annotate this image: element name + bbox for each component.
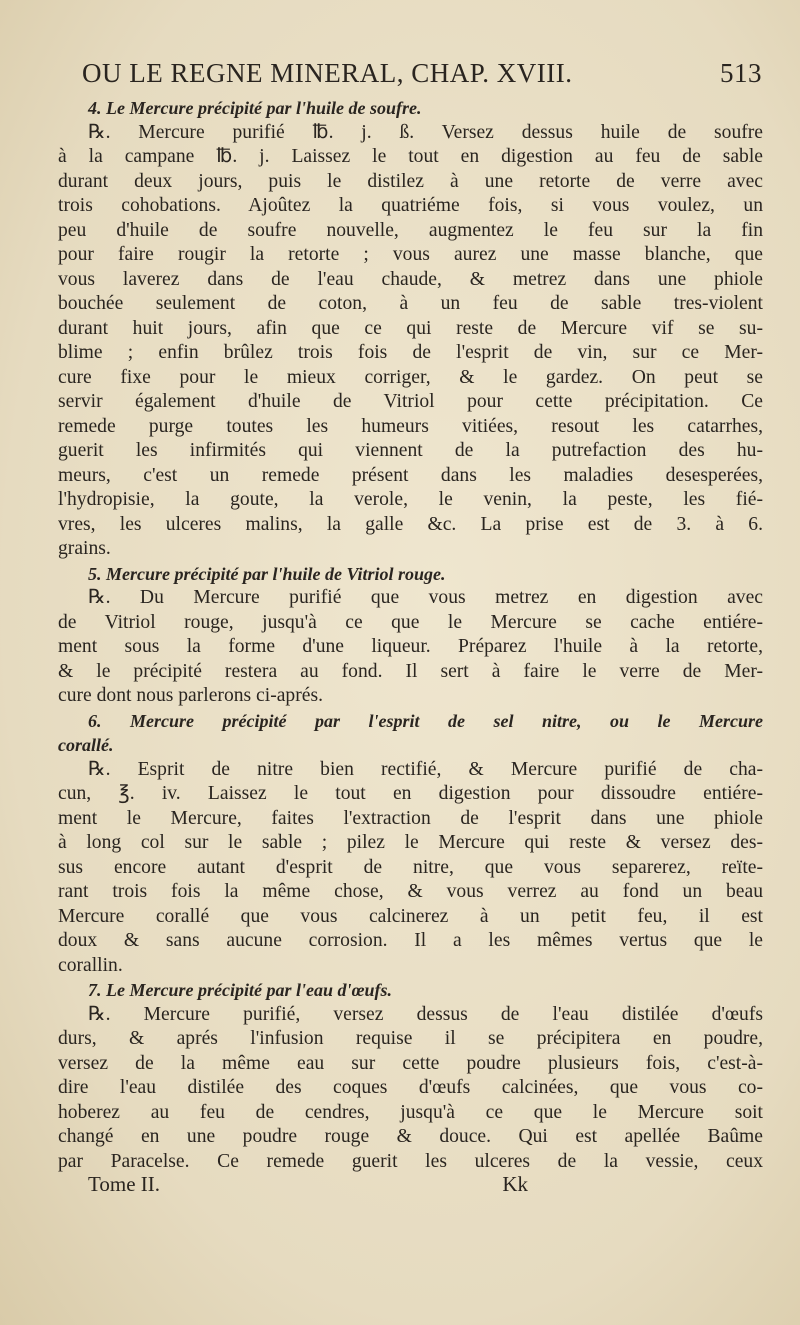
text-line: par Paracelse. Ce remede guerit les ulceres de la vessie, ceux: [58, 1150, 763, 1172]
volume-label: Tome II.: [88, 1172, 161, 1196]
text-line: vres, les ulceres malins, la galle &c. La prise est de 3. à 6.: [58, 513, 763, 535]
text-line: bouchée seulement de coton, à un feu de sable tres-violent: [58, 293, 763, 314]
running-title: OU LE REGNE MINERAL, CHAP. XVIII.: [82, 58, 573, 88]
running-header: [82, 58, 762, 98]
text-line: ℞. Mercure purifié ℔. j. ß. Versez dessus huile de soufre: [88, 121, 763, 143]
text-line: ℞. Esprit de nitre bien rectifié, & Mercure purifié de cha-: [88, 758, 763, 780]
text-line: dire l'eau distilée des coques d'œufs calcinées, que vous co-: [58, 1077, 763, 1098]
text-line: blime ; enfin brûlez trois fois de l'esprit de vin, sur ce Mer-: [58, 342, 763, 363]
text-line: versez de la même eau sur cette poudre plusieurs fois, c'est-à-: [58, 1052, 763, 1074]
text-line: vous laverez dans de l'eau chaude, & metrez dans une phiole: [58, 268, 763, 290]
text-line: 7. Le Mercure précipité par l'eau d'œufs.: [88, 980, 392, 1000]
text-line: & le précipité restera au fond. Il sert à faire le verre de Mer-: [58, 660, 763, 682]
text-line: grains.: [58, 538, 111, 559]
text-line: l'hydropisie, la goute, la verole, le venin, la peste, les fié-: [58, 489, 763, 510]
text-line: cure dont nous parlerons ci-aprés.: [58, 685, 323, 706]
text-line: cure fixe pour le mieux corriger, & le gardez. On peut se: [58, 366, 763, 388]
page-number: 513: [720, 58, 762, 88]
text-line: ment le Mercure, faites l'extraction de l'esprit dans une phiole: [58, 807, 763, 829]
text-line: remede purge toutes les humeurs vitiées, resout les catarrhes,: [58, 415, 763, 437]
text-line: 5. Mercure précipité par l'huile de Vitriol rouge.: [88, 563, 446, 584]
text-line: de Vitriol rouge, jusqu'à ce que le Mercure se cache entiére-: [58, 611, 763, 633]
text-line: ℞. Du Mercure purifié que vous metrez en digestion avec: [88, 587, 763, 608]
text-line: durs, & aprés l'infusion requise il se précipitera en poudre,: [58, 1028, 763, 1049]
text-line: durant deux jours, puis le distilez à une retorte de verre avec: [58, 170, 763, 192]
text-line: ℞. Mercure purifié, versez dessus de l'eau distilée d'œufs: [88, 1003, 763, 1025]
text-line: meurs, c'est un remede présent dans les maladies desesperées,: [58, 464, 763, 486]
text-line: changé en une poudre rouge & douce. Qui est apellée Baûme: [58, 1126, 763, 1147]
text-line: corallin.: [58, 954, 123, 976]
signature-mark: Kk: [502, 1172, 528, 1196]
text-line: sus encore autant d'esprit de nitre, que vous separerez, reïte-: [58, 856, 763, 878]
text-line: rant trois fois la même chose, & vous verrez au fond un beau: [58, 881, 763, 902]
text-line: pour faire rougir la retorte ; vous aurez une masse blanche, que: [58, 244, 763, 265]
text-line: à la campane ℔. j. Laissez le tout en digestion au feu de sable: [58, 146, 763, 167]
text-line: Mercure corallé que vous calcinerez à un petit feu, il est: [58, 905, 763, 927]
text-line: 4. Le Mercure précipité par l'huile de soufre.: [88, 98, 422, 118]
text-line: durant huit jours, afin que ce qui reste de Mercure vif se su-: [58, 317, 763, 339]
text-line: cun, ℥. iv. Laissez le tout en digestion pour dissoudre entiére-: [58, 783, 763, 804]
text-line: hoberez au feu de cendres, jusqu'à ce que le Mercure soit: [58, 1101, 763, 1123]
text-line: guerit les infirmités qui viennent de la putrefaction des hu-: [58, 440, 763, 461]
text-line: peu d'huile de soufre nouvelle, augmentez le feu sur la fin: [58, 219, 763, 241]
text-line: à long col sur le sable ; pilez le Mercure qui reste & versez des-: [58, 832, 763, 853]
text-line: corallé.: [58, 735, 114, 755]
body-text: [58, 96, 763, 1174]
text-line: doux & sans aucune corrosion. Il a les mêmes vertus que le: [58, 930, 763, 951]
text-line: ment sous la forme d'une liqueur. Préparez l'huile à la retorte,: [58, 636, 763, 657]
text-line: trois cohobations. Ajoûtez la quatriéme fois, si vous voulez, un: [58, 195, 763, 216]
text-line: 6. Mercure précipité par l'esprit de sel nitre, ou le Mercure: [88, 710, 763, 731]
page-footer: [88, 1172, 528, 1197]
text-line: servir également d'huile de Vitriol pour cette précipitation. Ce: [58, 391, 763, 412]
